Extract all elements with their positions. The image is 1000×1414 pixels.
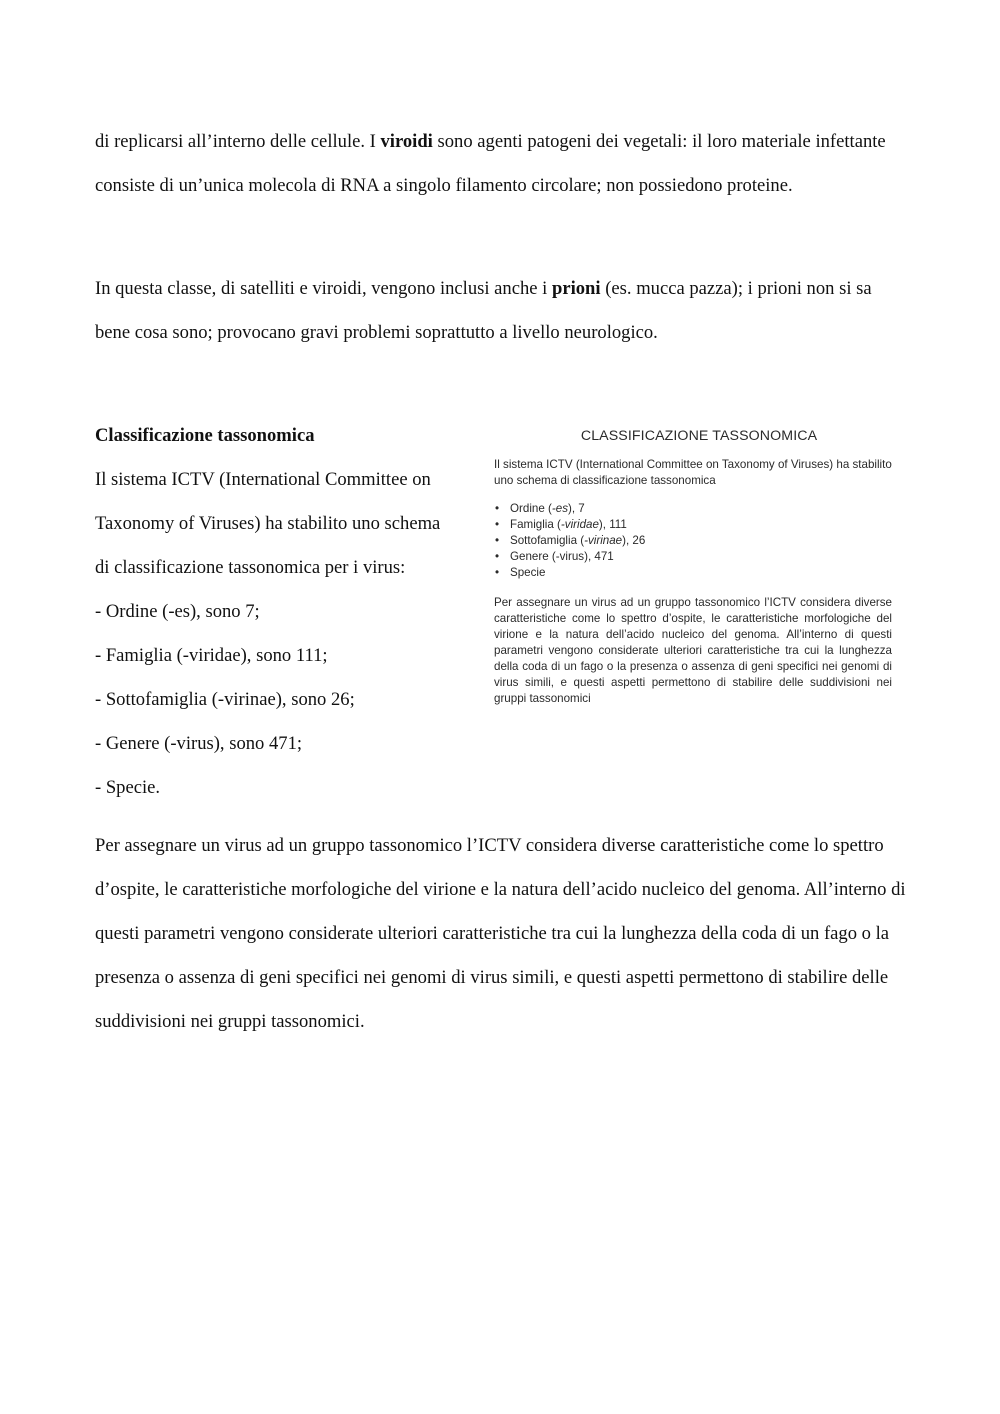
paragraph-prions bbox=[95, 267, 907, 355]
rank-subfamily: - Sottofamiglia (-virinae), sono 26; bbox=[95, 689, 355, 710]
section-classification bbox=[95, 414, 480, 810]
slide-list-item bbox=[494, 533, 892, 549]
slide-list-item bbox=[494, 565, 892, 581]
text-span: Specie bbox=[510, 566, 546, 579]
rank-family: - Famiglia (-viridae), sono 111; bbox=[95, 645, 328, 666]
section-line: Taxonomy of Viruses) ha stabilito uno schema bbox=[95, 513, 441, 534]
slide-paragraph: Per assegnare un virus ad un gruppo tassonomico l’ICTV considera diverse caratteristiche come lo spettro d’ospite, le caratteristiche morfologiche del virione e la natura dell’acido nucleico del genoma. All’interno di questi parametri vengono considerate ulteriori caratteristiche tra cui la lunghezza della coda di un fago o la presenza o assenza di geni specifici nei genomi di virus simili, e questi aspetti permettono di stabilire delle suddivisioni nei gruppi tassonomici bbox=[494, 596, 892, 705]
text-span: (es. mucca pazza); i prioni non si sa bene cosa sono; provocano gravi problemi soprattutto a livello neurologico. bbox=[95, 278, 872, 343]
slide-list-item bbox=[494, 501, 892, 517]
rank-species: - Specie. bbox=[95, 777, 161, 798]
slide-list bbox=[494, 501, 892, 581]
bold-term-viroidi: viroidi bbox=[380, 131, 433, 152]
suffix: -viridae bbox=[560, 518, 599, 531]
text-span: Ordine ( bbox=[510, 502, 552, 515]
text-span: Sottofamiglia ( bbox=[510, 534, 585, 547]
slide-image bbox=[494, 425, 892, 725]
suffix: -es bbox=[551, 502, 568, 515]
rank-genus: - Genere (-virus), sono 471; bbox=[95, 733, 303, 754]
text-span: ), 7 bbox=[568, 502, 585, 515]
section-heading: Classificazione tassonomica bbox=[95, 425, 315, 446]
bold-term-prioni: prioni bbox=[551, 278, 601, 299]
slide-list-item bbox=[494, 549, 892, 565]
text-span: In questa classe, di satelliti e viroidi, vengono inclusi anche i bbox=[95, 278, 552, 299]
rank-order: - Ordine (-es), sono 7; bbox=[95, 601, 260, 622]
text-span: Famiglia ( bbox=[510, 518, 561, 531]
text-span: sono agenti patogeni dei vegetali: il loro materiale infettante consiste di un’unica molecola di RNA a singolo filamento circolare; non possiedono proteine. bbox=[95, 131, 886, 196]
text-span: ), 26 bbox=[622, 534, 646, 547]
section-line: di classificazione tassonomica per i virus: bbox=[95, 557, 406, 578]
slide-title: CLASSIFICAZIONE TASSONOMICA bbox=[580, 428, 818, 444]
slide-list-item bbox=[494, 517, 892, 533]
text-span: ), 111 bbox=[598, 518, 627, 531]
paragraph-viroids bbox=[95, 120, 907, 208]
suffix: -virinae bbox=[584, 534, 623, 547]
slide-intro: Il sistema ICTV (International Committee on Taxonomy of Viruses) ha stabilito uno schema di classificazione tassonomica bbox=[494, 458, 892, 487]
text-span: di replicarsi all’interno delle cellule. I bbox=[95, 131, 381, 152]
section-line: Il sistema ICTV (International Committee on bbox=[95, 469, 431, 490]
text-span: Genere (-virus), 471 bbox=[510, 550, 614, 563]
paragraph-ictv-criteria: Per assegnare un virus ad un gruppo tassonomico l’ICTV considera diverse caratteristiche come lo spettro d’ospite, le caratteristiche morfologiche del virione e la natura dell’acido nucleico del genoma. All’interno di questi parametri vengono considerate ulteriori caratteristiche tra cui la lunghezza della coda di un fago o la presenza o assenza di geni specifici nei genomi di virus simili, e questi aspetti permettono di stabilire delle suddivisioni nei gruppi tassonomici. bbox=[95, 835, 906, 1032]
